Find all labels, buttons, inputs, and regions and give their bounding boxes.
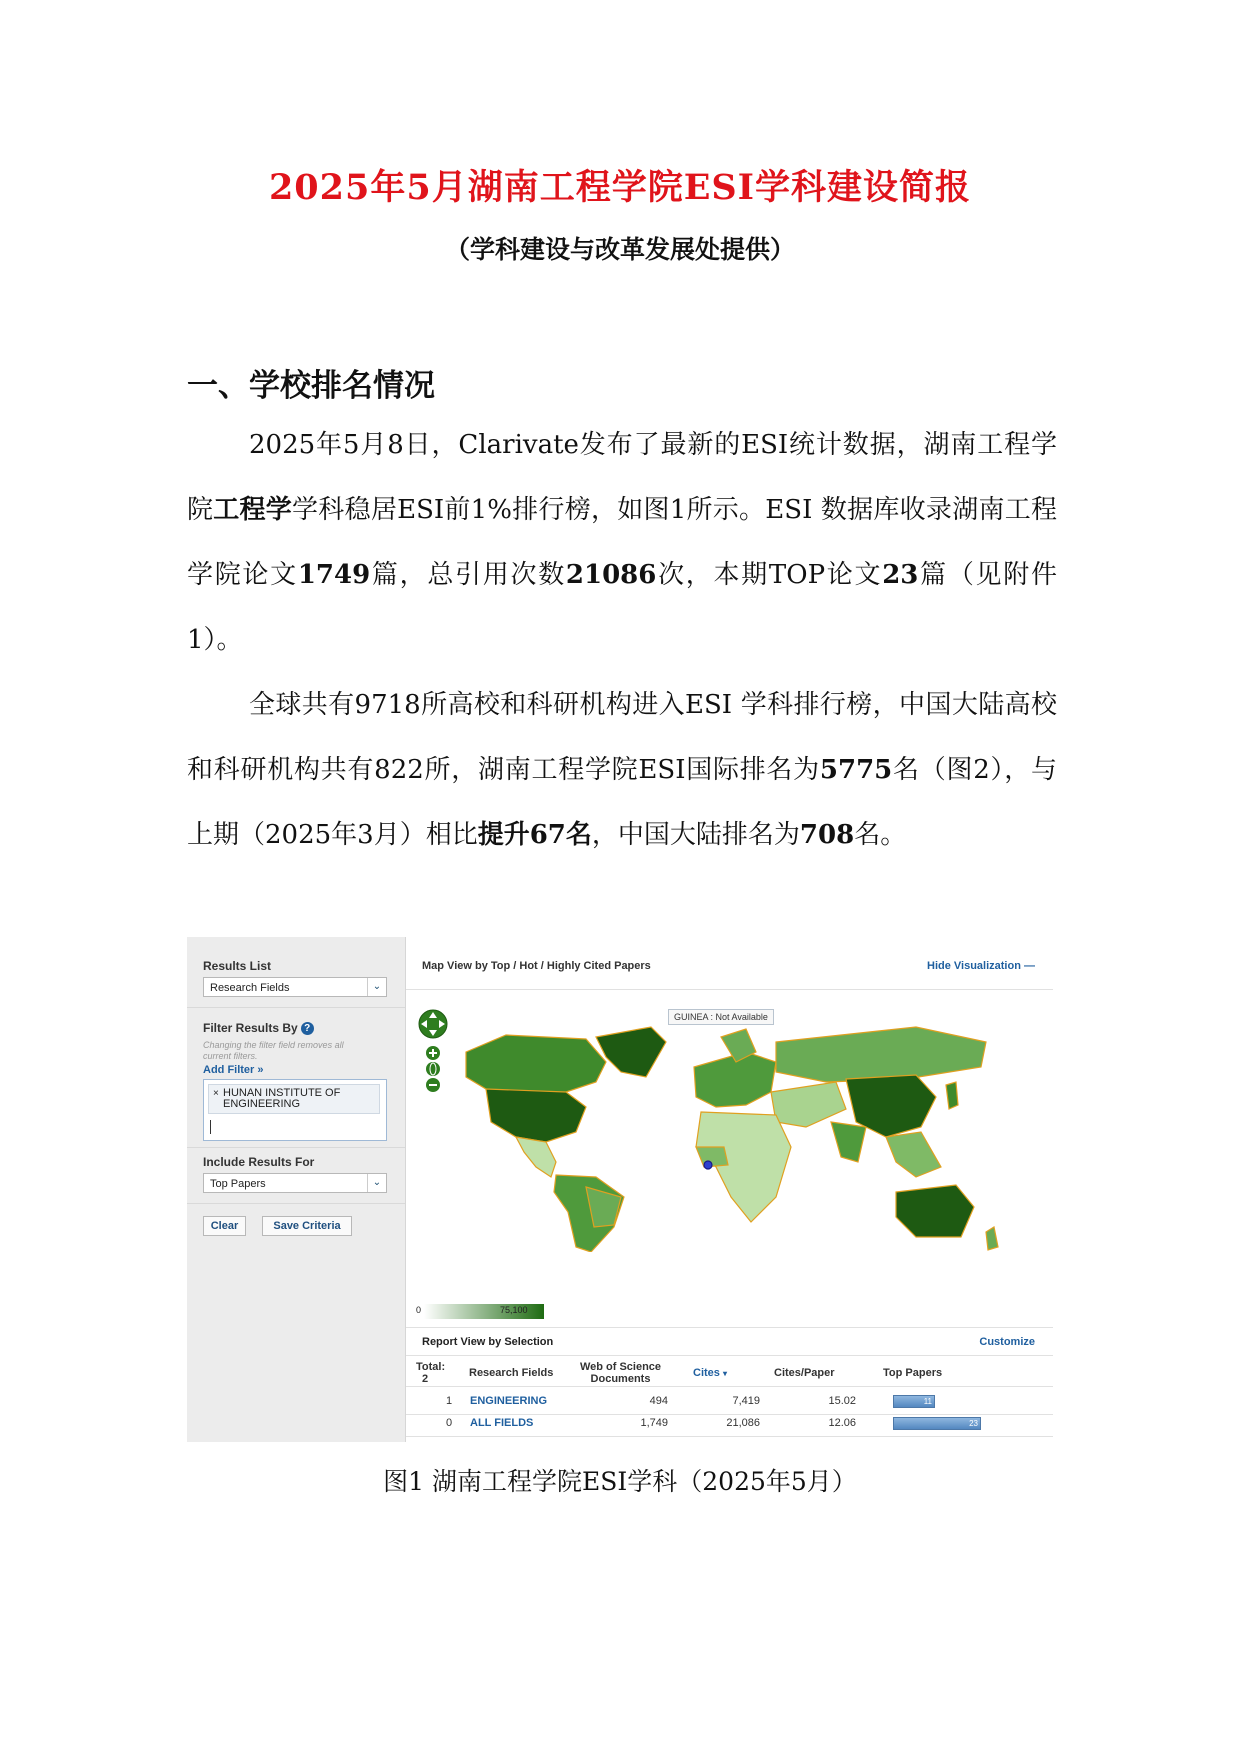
row-cites: 7,419 [732, 1395, 760, 1407]
map-region-new-zealand [986, 1227, 998, 1250]
divider [406, 1327, 1053, 1328]
include-results-value: Top Papers [210, 1178, 266, 1190]
collapse-icon: — [1024, 960, 1035, 972]
hide-visualization-link[interactable]: Hide Visualization — [927, 960, 1035, 972]
add-filter-link[interactable]: Add Filter » [203, 1064, 264, 1076]
filter-sidebar [187, 937, 406, 1442]
world-map[interactable] [446, 997, 1006, 1252]
map-region-australia [896, 1185, 974, 1237]
filter-chip [208, 1084, 380, 1114]
report-title: 2025年5月湖南工程学院ESI学科建设简报 [268, 167, 972, 208]
row-field-link[interactable]: ENGINEERING [470, 1395, 548, 1407]
report-view-title: Report View by Selection [422, 1336, 554, 1348]
paragraph-1: 2025年5月8日，Clarivate发布了最新的ESI统计数据，湖南工程学院工程学学科稳居ESI前1%排行榜，如图1所示。ESI 数据库收录湖南工程学院论文1749篇，总引用次数21086次，本期TOP论文23篇（见附件1）。 [187, 430, 1057, 655]
col-top-papers[interactable]: Top Papers [883, 1367, 943, 1379]
sort-desc-icon: ▾ [722, 1369, 727, 1378]
col-total: Total: 2 [416, 1361, 446, 1385]
map-tooltip: GUINEA : Not Available [668, 1009, 774, 1025]
clear-button[interactable]: Clear [203, 1216, 246, 1236]
col-documents[interactable]: Web of Science Documents [579, 1361, 662, 1385]
top-papers-value: 23 [969, 1419, 978, 1428]
col-cites-per-paper[interactable]: Cites/Paper [774, 1367, 835, 1379]
chevron-down-icon: ⌄ [367, 1174, 386, 1192]
map-region-india [831, 1122, 866, 1162]
map-region-greenland [596, 1027, 666, 1077]
row-divider [406, 1436, 1053, 1437]
filter-results-label: Filter Results By ? [203, 1021, 314, 1035]
paragraph-2: 全球共有9718所高校和科研机构进入ESI 学科排行榜，中国大陆高校和科研机构共有822所，湖南工程学院ESI国际排名为5775名（图2），与上期（2025年3月）相比提升67名，中国大陆排名为708名。 [187, 690, 1057, 850]
customize-link[interactable]: Customize [979, 1336, 1035, 1348]
row-rank: 1 [446, 1395, 453, 1407]
map-region-central-asia [771, 1082, 846, 1127]
col-cites[interactable]: Cites ▾ [693, 1367, 727, 1379]
map-navigation[interactable] [416, 1007, 450, 1097]
map-region-russia [776, 1027, 986, 1082]
divider [187, 1007, 405, 1008]
map-region-canada [466, 1035, 606, 1095]
row-cites-per-paper: 12.06 [828, 1417, 856, 1429]
map-region-usa [486, 1089, 586, 1142]
include-results-label: Include Results For [203, 1155, 315, 1169]
figure-caption: 图1 湖南工程学院ESI学科（2025年5月） [383, 1467, 857, 1496]
save-criteria-button[interactable]: Save Criteria [262, 1216, 352, 1236]
legend-min: 0 [416, 1305, 422, 1315]
globe-icon [426, 1062, 440, 1076]
map-region-southeast-asia [886, 1132, 941, 1177]
top-papers-bar [893, 1395, 935, 1408]
top-papers-value: 11 [923, 1397, 932, 1406]
results-list-select[interactable] [203, 977, 387, 997]
esi-screenshot-figure [187, 937, 1053, 1442]
row-cites: 21,086 [726, 1417, 760, 1429]
row-documents: 1,749 [640, 1417, 668, 1429]
map-region-guinea [704, 1161, 712, 1169]
chevron-down-icon: ⌄ [367, 978, 386, 996]
divider [406, 989, 1053, 990]
row-divider [406, 1414, 1053, 1415]
col-research-fields[interactable]: Research Fields [469, 1367, 554, 1379]
visualization-panel [406, 937, 1053, 1442]
row-documents: 494 [649, 1395, 668, 1407]
section-heading: 一、学校排名情况 [187, 368, 435, 404]
report-subtitle: （学科建设与改革发展处提供） [444, 235, 795, 264]
results-list-label: Results List [203, 959, 272, 973]
map-view-title: Map View by Top / Hot / Highly Cited Papers [422, 960, 651, 972]
row-field-link[interactable]: ALL FIELDS [470, 1417, 534, 1429]
help-icon[interactable]: ? [301, 1022, 314, 1035]
filter-note: Changing the filter field removes all current filters. [203, 1040, 344, 1061]
remove-filter-icon[interactable]: × [213, 1088, 219, 1099]
row-rank: 0 [446, 1417, 453, 1429]
divider [187, 1147, 405, 1148]
results-list-value: Research Fields [210, 982, 290, 994]
divider [406, 1355, 1053, 1356]
map-region-central-america [516, 1137, 556, 1177]
divider [187, 1203, 405, 1204]
row-cites-per-paper: 15.02 [828, 1395, 856, 1407]
map-region-japan [946, 1082, 958, 1109]
top-papers-bar [893, 1417, 981, 1430]
text-caret [210, 1120, 211, 1134]
include-results-select[interactable] [203, 1173, 387, 1193]
divider [406, 1386, 1053, 1387]
filter-chip-label: HUNAN INSTITUTE OF ENGINEERING [223, 1087, 341, 1110]
filter-input-box[interactable] [203, 1079, 387, 1141]
map-legend [416, 1302, 544, 1320]
legend-max: 75,100 [500, 1305, 528, 1315]
